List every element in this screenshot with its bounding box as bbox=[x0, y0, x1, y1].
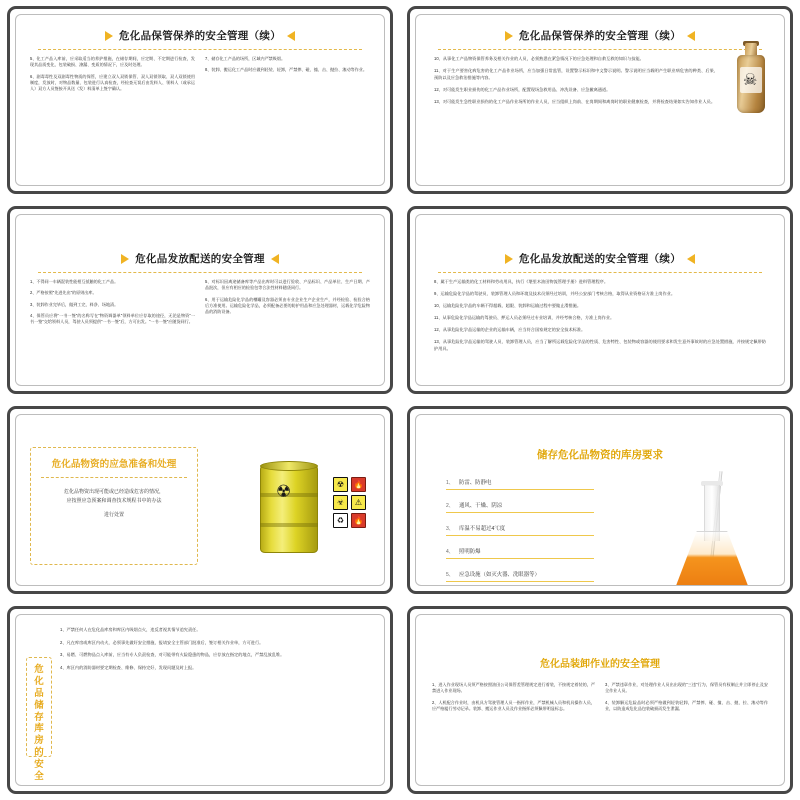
slide-3-inner bbox=[15, 214, 385, 386]
slide-8-title: 危化品装卸作业的安全管理 bbox=[540, 659, 660, 670]
item-underline bbox=[446, 535, 594, 536]
item-number: 1、 bbox=[446, 479, 454, 486]
triangle-left-icon bbox=[687, 254, 695, 264]
recycle-sign-icon: ♻ bbox=[333, 513, 348, 528]
paragraph: 2、人机配合作业时，由机具方驾驶管理人员一指挥作业，严禁机械人员和机具操作人员，应严格履行劳动记录。装卸、搬运作业人员及作业指挥必须佩带明显标志。 bbox=[432, 699, 595, 712]
paragraph: 1、进入作业现场人员须严格按照油田公司保管差管理规定进行着装，不按规定着装的，严禁进入作业现场。 bbox=[432, 682, 595, 694]
paragraph: 1、严禁任何人在危化品库房和库区内吸烟点火，违反者视其情节追究责任。 bbox=[60, 627, 201, 632]
paragraph: 1、不得同一车辆混装性能相互抵触的化工产品。 bbox=[30, 279, 119, 284]
slide-6-list bbox=[424, 478, 609, 582]
item-label: 防雷、防静电 bbox=[459, 480, 492, 486]
slide-2-title-row bbox=[424, 28, 776, 43]
paragraph: 4、保管员应将"一书一签"的名称写在"物资调器单"领料单位应存取的途径，无论是物资"一书一签"交给领料人员，驾驶人员须提供"一书一签"后，方可出发。"一书一签"应随货同行。 bbox=[30, 313, 195, 325]
slide-5[interactable] bbox=[7, 406, 393, 594]
list-item bbox=[446, 501, 609, 513]
slide-5-text-box bbox=[30, 447, 198, 565]
slide-8[interactable] bbox=[407, 606, 793, 794]
slide-3-title-row bbox=[24, 251, 376, 266]
paragraph: 10、运输危险化学品的车辆不得超载、超限、装卸和运输过程中要做止滑措施。 bbox=[434, 303, 582, 308]
item-number: 5、 bbox=[446, 571, 454, 578]
paragraph: 3、严禁违章作业，对处理作业人员出出现的"三违"行为，保管员有权制止并立即停止及安全作业人员。 bbox=[605, 682, 768, 694]
list-item bbox=[446, 478, 609, 490]
fire-sign-icon: 🔥 bbox=[351, 477, 366, 492]
slide-7-inner bbox=[15, 614, 385, 786]
slide-2-body bbox=[424, 56, 776, 105]
paragraph: 危化品物资出现可能或已经造成危害的情况， bbox=[63, 489, 164, 495]
list-item bbox=[446, 547, 609, 559]
slide-2-inner bbox=[415, 14, 785, 186]
paragraph: 9、运输危险化学品的驾驶员、装卸管理人员和环境及技术员须经过培训，并经公安部门考核合格，取得从业资格证方准上岗作业。 bbox=[434, 291, 676, 296]
slide-1-body bbox=[24, 56, 376, 98]
paragraph: 4、装卸解运危险品时必须严格做到轻装轻卸，严禁摔、碰、撞、击、抛、拉、滚动等作业，以防造成危化品包装破损而发生泄漏。 bbox=[605, 699, 768, 712]
paragraph: 3、易燃、可燃物品点入库前，应当有专人负责检查，对可能带有火险隐患的物品，应存放在指定的地点，严禁乱放乱堆。 bbox=[60, 652, 285, 657]
slide-cell-3 bbox=[0, 200, 400, 400]
paragraph: 10、从事化工产品物资保管养务及相关作业的人员，必须熟悉在紧急情况下的应急处理和自救互救的知识与技能。 bbox=[434, 56, 644, 61]
item-underline bbox=[446, 489, 594, 490]
slide-5-heading: 危化品物资的应急准备和处理 bbox=[51, 459, 177, 470]
flask-body bbox=[674, 531, 750, 586]
triangle-right-icon bbox=[505, 31, 513, 41]
paragraph: 5、对标识因离途储备库等产品出库时可以进行验收、产品标识、产品单位、生产日期、产品批次，但应有相应的检验包等合法性材料随货同行。 bbox=[205, 279, 370, 291]
slide-4[interactable] bbox=[407, 206, 793, 394]
slide-cell-5 bbox=[0, 400, 400, 600]
slide-4-body bbox=[424, 279, 776, 352]
flammable-sign-icon: 🔥 bbox=[351, 513, 366, 528]
slide-5-divider bbox=[41, 477, 187, 478]
paragraph: 6、用于运输危险化学品的槽罐及容器必须由专业企业生产企业生产，并经检验、检验合格后方准使用。运输危险化学品，必须配备必要的防护用品和应急处理器材，运载化学危险物品的消防设备。 bbox=[205, 296, 370, 315]
slide-1-title: 危化品保管保养的安全管理（续） bbox=[119, 30, 281, 42]
radiation-sign-icon: ☢ bbox=[333, 477, 348, 492]
slide-cell-2 bbox=[400, 0, 800, 200]
paragraph: 12、从事危险化学品运输的企业的运输车辆，应当符合国家规定的安全技术标准。 bbox=[434, 327, 586, 332]
slide-3-body bbox=[24, 279, 376, 331]
item-number: 3、 bbox=[446, 525, 454, 532]
slide-3-divider bbox=[38, 272, 362, 273]
item-underline bbox=[446, 558, 594, 559]
triangle-right-icon bbox=[105, 31, 113, 41]
item-label: 应急设施（如灭火器、洗眼器等） bbox=[459, 572, 540, 578]
paragraph: 11、从事危险化学品运输的驾驶员、押运人员必须经过专业培训，并经考核合格，方准上岗作业。 bbox=[434, 315, 615, 320]
slide-1-title-row bbox=[24, 28, 376, 43]
paragraph: 2、凡在库房或库区内动火，必须事先做好安全措施，报请安全主管部门批准后，签订相关作业单，方可进行。 bbox=[60, 639, 264, 645]
poison-bottle-figure bbox=[728, 41, 774, 131]
drum-lid bbox=[260, 461, 318, 471]
warning-sign-icon: ⚠ bbox=[351, 495, 366, 510]
slide-3-col-2 bbox=[205, 279, 370, 331]
slide-2-title: 危化品保管保养的安全管理（续） bbox=[519, 30, 681, 42]
slide-3-col-1 bbox=[30, 279, 195, 331]
paragraph: 13、对可能发生急性职业损伤的化工产品作业场所的作业人员，应当组织上岗前、在岗期间和离岗时的职业健康检查，并将检查结果如实告知作业人员。 bbox=[434, 98, 716, 104]
slide-1-col-1 bbox=[30, 56, 195, 98]
triangle-right-icon bbox=[121, 254, 129, 264]
slide-8-inner bbox=[415, 614, 785, 786]
slide-4-inner bbox=[415, 214, 785, 386]
item-label: 照明防爆 bbox=[459, 549, 481, 555]
item-number: 4、 bbox=[446, 548, 454, 555]
slide-7[interactable] bbox=[7, 606, 393, 794]
item-label: 库温不易超过4℃度 bbox=[459, 526, 506, 532]
triangle-right-icon bbox=[505, 254, 513, 264]
drum-body bbox=[260, 465, 318, 553]
slide-7-body bbox=[60, 627, 374, 677]
list-item bbox=[446, 570, 609, 582]
slide-cell-4 bbox=[400, 200, 800, 400]
biohazard-sign-icon: ☣ bbox=[333, 495, 348, 510]
slide-cell-7 bbox=[0, 600, 400, 800]
slide-6-title: 储存危化品物资的库房要求 bbox=[537, 449, 663, 461]
slide-3[interactable] bbox=[7, 206, 393, 394]
paragraph: 应按照应急预案和调查技术规程书中的办法 bbox=[66, 497, 162, 504]
slide-2-divider bbox=[438, 49, 762, 50]
slide-2[interactable] bbox=[407, 6, 793, 194]
slide-cell-1 bbox=[0, 0, 400, 200]
slide-5-inner bbox=[15, 414, 385, 586]
item-underline bbox=[446, 512, 594, 513]
item-number: 2、 bbox=[446, 502, 454, 509]
slide-8-col-2 bbox=[605, 682, 768, 717]
slide-7-side-title: 危化品储存库房的安全 bbox=[26, 657, 52, 757]
paragraph: 4、库区内的消防器材要定期检查、维修、保持完好，发现问题及时上报。 bbox=[60, 664, 197, 670]
item-underline bbox=[446, 581, 594, 582]
list-item bbox=[446, 524, 609, 536]
paragraph: 2、严格按照"先进先出"的原则出库。 bbox=[30, 290, 97, 296]
drum-rib bbox=[260, 523, 318, 527]
slide-6[interactable] bbox=[407, 406, 793, 594]
orange-flask-figure bbox=[658, 467, 770, 586]
slide-cell-6 bbox=[400, 400, 800, 600]
slide-4-title-row bbox=[424, 251, 776, 266]
slide-1-inner bbox=[15, 14, 385, 186]
paragraph: 8、装卸、搬运化工产品时应做到轻装、轻卸，严禁摔、碰、撞、击、抛拉、滚动等作业。 bbox=[205, 67, 367, 73]
skull-crossbones-icon: ☠ bbox=[743, 72, 758, 89]
item-label: 通风、干燥、阴凉 bbox=[459, 503, 503, 509]
slide-1[interactable] bbox=[7, 6, 393, 194]
triangle-left-icon bbox=[271, 254, 279, 264]
radiation-icon: ☢ bbox=[276, 482, 292, 501]
paragraph: 13、从事危险化学品运输的驾驶人员、装卸管理人员，应当了解所运载危险化学品的性质、危害特性、包装物或容器的使用要求和发生意外事故时的应急处置措施，并按规定佩带防护用具。 bbox=[434, 339, 766, 351]
paragraph: 6、剧毒毒性及双剧毒性物质的保管，应建立双人双锁保管、双人双锁领取、双人双锁使用制度，发放时，对物品数量、包装进行认真检查，经检查无误后由发料人、领料人（或承运人）双方人员签接开具送（发）料清单上签字确认。 bbox=[30, 73, 195, 92]
hazard-drum-figure bbox=[252, 449, 332, 561]
triangle-left-icon bbox=[287, 31, 295, 41]
slide-8-col-1 bbox=[432, 682, 595, 717]
paragraph: 5、化工产品入库前，应采取适当的养护措施，在储存期间，应定期、不定期进行检查，发现其品质变化、包装破损、渗漏、变质的情况下，应及时处理。 bbox=[30, 56, 195, 68]
paragraph: 11、对于生产要害化病危害的化工产品作业场所，应当加强日常监管，设置警示标识和中文警示说明。警示说明应当载明产生职业病危害的种类、后果、预防以及应急救治措施等内容。 bbox=[434, 68, 718, 80]
paragraph: 进行处置 bbox=[103, 512, 124, 518]
paragraph: 7、储存化工产品的场所，区域内严禁吸烟。 bbox=[205, 56, 286, 61]
slide-3-title: 危化品发放配送的安全管理 bbox=[135, 253, 265, 265]
triangle-left-icon bbox=[687, 31, 695, 41]
slide-cell-8 bbox=[400, 600, 800, 800]
slide-4-divider bbox=[438, 272, 762, 273]
paragraph: 12、对可能发生职业损伤的化工产品作业场所，配置现场急救用品、冲洗设备、应急撤离通道。 bbox=[434, 86, 611, 92]
paragraph: 8、属于生产运输类的化工材料和劳动用具，执行《堪里木油田物流管理手册》进料管理程序。 bbox=[434, 279, 609, 284]
hazard-sign-group bbox=[324, 449, 374, 539]
slide-6-inner bbox=[415, 414, 785, 586]
slide-4-title: 危化品发放配送的安全管理（续） bbox=[519, 253, 681, 265]
slide-1-divider bbox=[38, 49, 362, 50]
paragraph: 3、装卸作业完毕后，做到工完、料净、场地清。 bbox=[30, 301, 119, 307]
slide-8-body bbox=[424, 682, 776, 717]
slide-1-col-2 bbox=[205, 56, 370, 98]
